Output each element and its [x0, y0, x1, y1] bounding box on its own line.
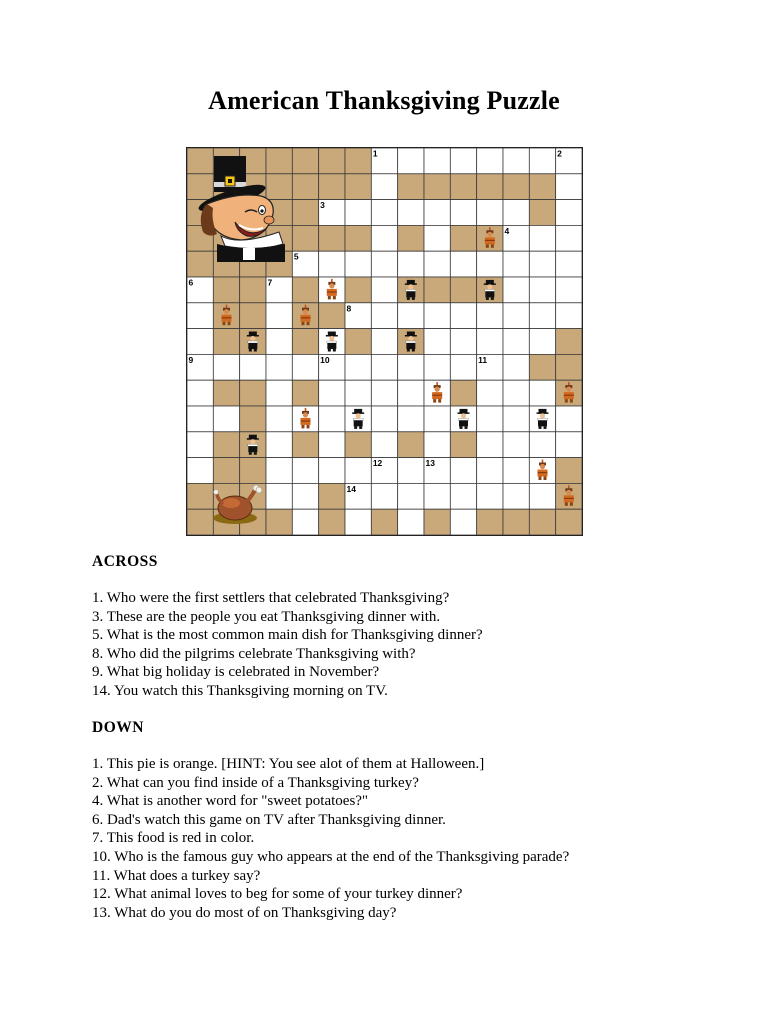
open-cell[interactable] — [266, 303, 292, 329]
down-clue: 11. What does a turkey say? — [92, 867, 261, 884]
open-cell[interactable] — [345, 251, 371, 277]
clue-number: 6 — [188, 277, 194, 288]
open-cell[interactable] — [477, 303, 503, 329]
blocked-cell — [529, 354, 555, 380]
open-cell[interactable] — [345, 354, 371, 380]
open-cell[interactable] — [503, 432, 529, 458]
across-clue: 14. You watch this Thanksgiving morning on TV. — [92, 682, 388, 699]
blocked-cell — [345, 432, 371, 458]
blocked-cell — [450, 225, 476, 251]
blocked-cell — [503, 509, 529, 535]
open-cell[interactable] — [529, 329, 555, 355]
open-cell[interactable] — [371, 251, 397, 277]
open-cell[interactable] — [424, 225, 450, 251]
down-clue: 4. What is another word for "sweet potatoes?" — [92, 793, 369, 810]
open-cell[interactable] — [398, 406, 424, 432]
clue-number: 10 — [320, 354, 330, 365]
open-cell[interactable] — [266, 329, 292, 355]
open-cell[interactable] — [529, 225, 555, 251]
open-cell[interactable] — [371, 200, 397, 226]
open-cell[interactable] — [529, 432, 555, 458]
open-cell[interactable] — [477, 251, 503, 277]
page-title: American Thanksgiving Puzzle — [208, 86, 560, 115]
open-cell[interactable] — [450, 251, 476, 277]
open-cell[interactable] — [266, 483, 292, 509]
blocked-cell — [240, 406, 266, 432]
open-cell[interactable] — [292, 458, 318, 484]
open-cell[interactable] — [266, 380, 292, 406]
across-heading: ACROSS — [92, 553, 158, 570]
open-cell[interactable] — [398, 483, 424, 509]
blocked-cell — [477, 174, 503, 200]
blocked-cell — [292, 148, 318, 174]
blocked-cell — [266, 174, 292, 200]
open-cell[interactable] — [187, 329, 213, 355]
open-cell[interactable] — [187, 380, 213, 406]
blocked-cell — [450, 174, 476, 200]
open-cell[interactable] — [398, 509, 424, 535]
open-cell[interactable] — [556, 303, 582, 329]
crossword-grid-svg — [187, 148, 582, 535]
open-cell[interactable] — [529, 277, 555, 303]
clue-number: 5 — [293, 251, 299, 262]
blocked-cell — [503, 174, 529, 200]
open-cell[interactable] — [319, 432, 345, 458]
open-cell[interactable] — [371, 406, 397, 432]
blocked-cell — [450, 380, 476, 406]
blocked-cell — [345, 174, 371, 200]
open-cell[interactable] — [371, 483, 397, 509]
open-cell[interactable] — [371, 380, 397, 406]
open-cell[interactable] — [266, 458, 292, 484]
blocked-cell — [477, 509, 503, 535]
across-clue: 8. Who did the pilgrims celebrate Thanksgiving with? — [92, 645, 416, 662]
open-cell[interactable] — [529, 380, 555, 406]
open-cell[interactable] — [503, 354, 529, 380]
blocked-cell — [398, 432, 424, 458]
clue-number: 7 — [267, 277, 273, 288]
across-clue-list — [92, 589, 483, 701]
open-cell[interactable] — [187, 458, 213, 484]
open-cell[interactable] — [398, 458, 424, 484]
blocked-cell — [213, 458, 239, 484]
blocked-cell — [187, 483, 213, 509]
blocked-cell — [319, 483, 345, 509]
open-cell[interactable] — [477, 200, 503, 226]
open-cell[interactable] — [187, 406, 213, 432]
down-clue: 6. Dad's watch this game on TV after Thanksgiving dinner. — [92, 811, 446, 828]
down-clue: 10. Who is the famous guy who appears at the end of the Thanksgiving parade? — [92, 848, 570, 865]
down-clue: 7. This food is red in color. — [92, 830, 255, 847]
open-cell[interactable] — [424, 303, 450, 329]
open-cell[interactable] — [424, 200, 450, 226]
clue-number: 1 — [372, 148, 378, 159]
blocked-cell — [187, 174, 213, 200]
down-clue: 12. What animal loves to beg for some of your turkey dinner? — [92, 886, 463, 903]
clue-number: 13 — [425, 458, 435, 469]
blocked-cell — [187, 251, 213, 277]
down-clue-list — [92, 755, 569, 922]
open-cell[interactable] — [450, 483, 476, 509]
blocked-cell — [556, 509, 582, 535]
open-cell[interactable] — [503, 303, 529, 329]
open-cell[interactable] — [240, 354, 266, 380]
open-cell[interactable] — [556, 225, 582, 251]
open-cell[interactable] — [450, 303, 476, 329]
blocked-cell — [345, 277, 371, 303]
open-cell[interactable] — [477, 380, 503, 406]
open-cell[interactable] — [319, 406, 345, 432]
open-cell[interactable] — [529, 251, 555, 277]
open-cell[interactable] — [424, 406, 450, 432]
blocked-cell — [292, 174, 318, 200]
blocked-cell — [266, 509, 292, 535]
open-cell[interactable] — [187, 303, 213, 329]
open-cell[interactable] — [529, 483, 555, 509]
open-cell[interactable] — [424, 329, 450, 355]
open-cell[interactable] — [398, 148, 424, 174]
across-clue: 1. Who were the first settlers that celebrated Thanksgiving? — [92, 590, 450, 606]
clue-number: 8 — [346, 303, 352, 314]
open-cell[interactable] — [503, 200, 529, 226]
open-cell[interactable] — [345, 509, 371, 535]
open-cell[interactable] — [371, 303, 397, 329]
open-cell[interactable] — [477, 483, 503, 509]
open-cell[interactable] — [556, 277, 582, 303]
open-cell[interactable] — [556, 174, 582, 200]
open-cell[interactable] — [266, 406, 292, 432]
open-cell[interactable] — [450, 200, 476, 226]
open-cell[interactable] — [345, 200, 371, 226]
blocked-cell — [266, 148, 292, 174]
blocked-cell — [213, 277, 239, 303]
blocked-cell — [213, 432, 239, 458]
open-cell[interactable] — [398, 200, 424, 226]
blocked-cell — [292, 225, 318, 251]
open-cell[interactable] — [292, 509, 318, 535]
open-cell[interactable] — [477, 148, 503, 174]
open-cell[interactable] — [477, 432, 503, 458]
open-cell[interactable] — [187, 432, 213, 458]
blocked-cell — [213, 329, 239, 355]
open-cell[interactable] — [556, 200, 582, 226]
down-clue: 13. What do you do most of on Thanksgiving day? — [92, 904, 397, 921]
blocked-cell — [319, 303, 345, 329]
open-cell[interactable] — [503, 277, 529, 303]
open-cell[interactable] — [398, 380, 424, 406]
open-cell[interactable] — [319, 251, 345, 277]
blocked-cell — [292, 277, 318, 303]
open-cell[interactable] — [371, 329, 397, 355]
open-cell[interactable] — [503, 380, 529, 406]
blocked-cell — [371, 509, 397, 535]
blocked-cell — [529, 174, 555, 200]
open-cell[interactable] — [292, 483, 318, 509]
open-cell[interactable] — [371, 225, 397, 251]
open-cell[interactable] — [477, 406, 503, 432]
open-cell[interactable] — [450, 329, 476, 355]
blocked-cell — [240, 303, 266, 329]
open-cell[interactable] — [371, 174, 397, 200]
open-cell[interactable] — [266, 354, 292, 380]
open-cell[interactable] — [529, 148, 555, 174]
blocked-cell — [319, 174, 345, 200]
blocked-cell — [345, 148, 371, 174]
blocked-cell — [529, 200, 555, 226]
blocked-cell — [450, 432, 476, 458]
blocked-cell — [319, 225, 345, 251]
blocked-cell — [424, 174, 450, 200]
blocked-cell — [424, 509, 450, 535]
blocked-cell — [529, 509, 555, 535]
blocked-cell — [240, 458, 266, 484]
blocked-cell — [450, 277, 476, 303]
down-clue: 2. What can you find inside of a Thanksgiving turkey? — [92, 774, 419, 791]
open-cell[interactable] — [424, 483, 450, 509]
clue-number: 14 — [346, 483, 356, 494]
open-cell[interactable] — [424, 432, 450, 458]
open-cell[interactable] — [477, 329, 503, 355]
across-clue: 9. What big holiday is celebrated in November? — [92, 664, 380, 681]
open-cell[interactable] — [503, 483, 529, 509]
open-cell[interactable] — [213, 354, 239, 380]
clue-number: 2 — [557, 148, 562, 159]
open-cell[interactable] — [319, 458, 345, 484]
open-cell[interactable] — [477, 458, 503, 484]
blocked-cell — [556, 329, 582, 355]
open-cell[interactable] — [450, 354, 476, 380]
open-cell[interactable] — [450, 509, 476, 535]
open-cell[interactable] — [371, 432, 397, 458]
blocked-cell — [345, 329, 371, 355]
open-cell[interactable] — [424, 251, 450, 277]
down-clue: 1. This pie is orange. [HINT: You see alot of them at Halloween.] — [92, 756, 485, 772]
blocked-cell — [319, 148, 345, 174]
open-cell[interactable] — [398, 303, 424, 329]
blocked-cell — [240, 380, 266, 406]
clue-number: 3 — [320, 200, 325, 211]
open-cell[interactable] — [503, 148, 529, 174]
clue-number: 12 — [372, 458, 383, 469]
open-cell[interactable] — [345, 458, 371, 484]
blocked-cell — [556, 354, 582, 380]
open-cell[interactable] — [266, 432, 292, 458]
blocked-cell — [292, 432, 318, 458]
blocked-cell — [292, 200, 318, 226]
open-cell[interactable] — [398, 354, 424, 380]
open-cell[interactable] — [503, 406, 529, 432]
open-cell[interactable] — [345, 380, 371, 406]
blocked-cell — [213, 380, 239, 406]
open-cell[interactable] — [292, 354, 318, 380]
across-clue: 5. What is the most common main dish for Thanksgiving dinner? — [92, 627, 483, 644]
open-cell[interactable] — [503, 251, 529, 277]
blocked-cell — [398, 225, 424, 251]
open-cell[interactable] — [371, 277, 397, 303]
blocked-cell — [398, 174, 424, 200]
open-cell[interactable] — [213, 406, 239, 432]
blocked-cell — [187, 148, 213, 174]
clue-number: 9 — [188, 354, 194, 365]
blocked-cell — [345, 225, 371, 251]
open-cell[interactable] — [424, 148, 450, 174]
blocked-cell — [424, 277, 450, 303]
open-cell[interactable] — [450, 148, 476, 174]
blocked-cell — [187, 509, 213, 535]
open-cell[interactable] — [556, 251, 582, 277]
crossword-grid — [186, 147, 583, 536]
open-cell[interactable] — [556, 432, 582, 458]
down-heading: DOWN — [92, 719, 144, 736]
clue-number: 11 — [478, 354, 488, 365]
open-cell[interactable] — [371, 354, 397, 380]
blocked-cell — [240, 277, 266, 303]
blocked-cell — [319, 509, 345, 535]
open-cell[interactable] — [398, 251, 424, 277]
across-clue: 3. These are the people you eat Thanksgiving dinner with. — [92, 608, 441, 625]
blocked-cell — [292, 380, 318, 406]
open-cell[interactable] — [529, 303, 555, 329]
blocked-cell — [556, 458, 582, 484]
clue-number: 4 — [504, 225, 510, 236]
open-cell[interactable] — [503, 329, 529, 355]
open-cell[interactable] — [556, 406, 582, 432]
blocked-cell — [292, 329, 318, 355]
open-cell[interactable] — [424, 354, 450, 380]
open-cell[interactable] — [503, 458, 529, 484]
open-cell[interactable] — [319, 380, 345, 406]
open-cell[interactable] — [450, 458, 476, 484]
